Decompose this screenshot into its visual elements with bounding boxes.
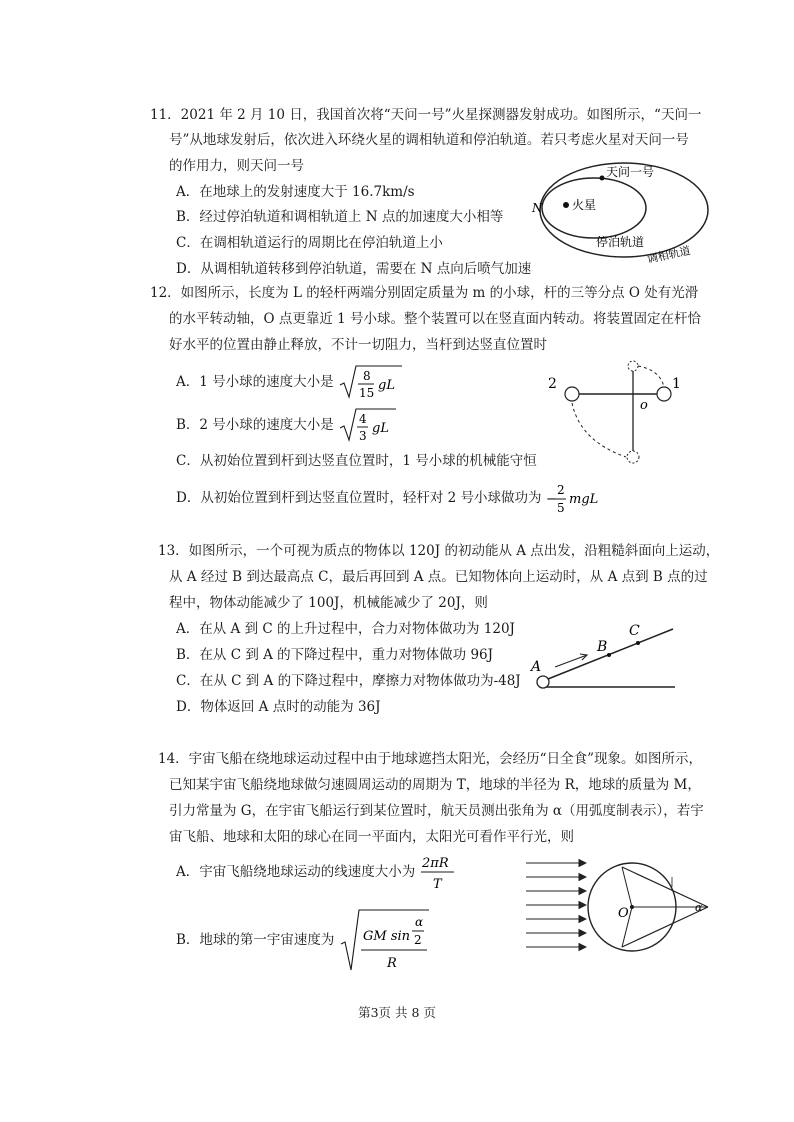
q13-option-a: A．在从 A 到 C 的上升过程中，合力对物体做功为 120J [176, 621, 515, 637]
q11-stem-line-2: 号”从地球发射后，依次进入环绕火星的调相轨道和停泊轨道。若只考虑火星对天问一号 [169, 132, 689, 148]
inner-den: 2 [413, 932, 422, 947]
q12-option-c: C．从初始位置到杆到达竖直位置时，1 号小球的机械能守恒 [176, 453, 537, 469]
q13-stem-line-3: 程中，物体动能减少了 100J，机械能减少了 20J，则 [169, 595, 488, 611]
q14-stem-line-2: 已知某宇宙飞船绕地球做匀速圆周运动的周期为 T，地球的半径为 R，地球的质量为 M， [169, 777, 701, 793]
mars-dot [563, 202, 569, 208]
sqrt-expression [339, 906, 431, 976]
sqrt-expression [338, 405, 398, 446]
point-c [636, 641, 640, 645]
q14-eclipse-diagram [522, 855, 722, 965]
point-n-label: N [532, 201, 543, 215]
frac-num: 2 [556, 482, 565, 497]
q14-option-b [176, 905, 431, 975]
q13-option-c: C．在从 C 到 A 的下降过程中，摩擦力对物体做功为-48J [176, 673, 521, 689]
frac-den: 5 [556, 500, 565, 515]
q14-option-a [176, 852, 460, 892]
parking-orbit-label: 停泊轨道 [596, 235, 645, 249]
ball-2 [565, 387, 579, 401]
probe-dot [600, 176, 605, 181]
frac-den: 15 [358, 385, 375, 400]
ball-1-label: 1 [672, 376, 681, 392]
q12-option-d [176, 480, 606, 516]
phase-orbit-label: 调相轨道 [645, 244, 692, 266]
q12-option-d-text: D．从初始位置到杆到达竖直位置时，轻杆对 2 号小球做功为 [176, 490, 542, 506]
frac-num: 2πR [421, 855, 449, 871]
ball-1 [657, 387, 671, 401]
sunlight-arrows [526, 863, 586, 947]
sqrt-expression [338, 362, 404, 403]
q11-option-d: D．从调相轨道转移到停泊轨道，需要在 N 点向后喷气加速 [176, 261, 532, 277]
q14-stem-line-4: 宙飞船、地球和太阳的球心在同一平面内，太阳光可看作平行光，则 [169, 829, 574, 845]
frac-tail: mgL [568, 491, 599, 507]
q11-stem-line-3: 的作用力，则天问一号 [169, 158, 304, 174]
page-footer: 第3页 共 8 页 [358, 1005, 436, 1020]
ball-2-path [572, 403, 626, 457]
q11-orbit-diagram [520, 160, 720, 270]
angle-label: α [695, 901, 703, 914]
q12-rod-diagram [540, 356, 690, 471]
q14-stem-line-1: 14．宇宙飞船在绕地球运动过程中由于地球遮挡太阳光，会经历“日全食”现象。如图所示， [158, 751, 702, 767]
q11-option-c: C．在调相轨道运行的周期比在停泊轨道上小 [176, 235, 443, 251]
sqrt-den: R [386, 955, 397, 971]
ball-1-path [638, 366, 664, 387]
label-c: C [629, 623, 640, 639]
label-a: A [531, 659, 542, 675]
ball-2-final [627, 451, 639, 463]
q13-incline-diagram [525, 615, 685, 695]
q12-option-a [176, 362, 404, 402]
q12-stem-line-3: 好水平的位置由静止释放，不计一切阻力，当杆到达竖直位置时 [169, 337, 547, 353]
q13-stem-line-1: 13．如图所示，一个可视为质点的物体以 120J 的初动能从 A 点出发，沿粗糙斜面向上运动， [158, 543, 720, 559]
q12-option-a-text: A．1 号小球的速度大小是 [176, 374, 334, 390]
frac-den: T [432, 876, 442, 892]
frac-tail: gL [377, 377, 395, 393]
block-a [537, 676, 549, 688]
q13-option-d: D．物体返回 A 点时的动能为 36J [176, 699, 381, 715]
q11-option-b: B．经过停泊轨道和调相轨道上 N 点的加速度大小相等 [176, 209, 504, 225]
q14-stem-line-3: 引力常量为 G，在宇宙飞船运行到某位置时，航天员测出张角为 α（用弧度制表示），若宇 [169, 803, 704, 819]
frac-num: 4 [359, 411, 367, 426]
frac-sign: − [545, 491, 557, 507]
q13-stem-line-2: 从 A 经过 B 到达最高点 C，最后再回到 A 点。已知物体向上运动时，从 A 点到 B 点的过 [169, 569, 708, 585]
q12-stem-line-2: 的水平转动轴，O 点更靠近 1 号小球。整个装置可以在竖直面内转动。将装置固定在杆恰 [169, 311, 702, 327]
mars-label: 火星 [572, 198, 597, 212]
probe-label: 天问一号 [606, 165, 655, 179]
label-b: B [597, 639, 608, 655]
point-b [607, 653, 611, 657]
fraction-expression [420, 853, 460, 893]
q14-option-a-text: A．宇宙飞船绕地球运动的线速度大小为 [176, 864, 416, 880]
frac-tail: gL [372, 420, 390, 436]
q12-stem-line-1: 12．如图所示，长度为 L 的轻杆两端分别固定质量为 m 的小球，杆的三等分点 O 处有光滑 [150, 285, 699, 301]
q14-option-b-text: B．地球的第一宇宙速度为 [176, 932, 335, 948]
ball-1-final [628, 361, 638, 371]
q13-option-b: B．在从 C 到 A 的下降过程中，重力对物体做功 96J [176, 647, 494, 663]
q12-option-b [176, 405, 398, 445]
center-label: O [618, 906, 629, 921]
frac-den: 3 [359, 428, 367, 443]
fraction-expression [546, 481, 606, 517]
q11-option-a: A．在地球上的发射速度大于 16.7km/s [176, 184, 415, 200]
ball-2-label: 2 [548, 376, 557, 392]
q12-option-b-text: B．2 号小球的速度大小是 [176, 417, 334, 433]
frac-num: 8 [362, 368, 371, 383]
sqrt-num-pre: GM sin [362, 928, 410, 944]
q11-stem-line-1: 11．2021 年 2 月 10 日，我国首次将“天问一号”火星探测器发射成功。如图所示，“天问一 [150, 107, 702, 123]
inner-num: α [414, 914, 423, 929]
pivot-label: o [640, 398, 648, 413]
